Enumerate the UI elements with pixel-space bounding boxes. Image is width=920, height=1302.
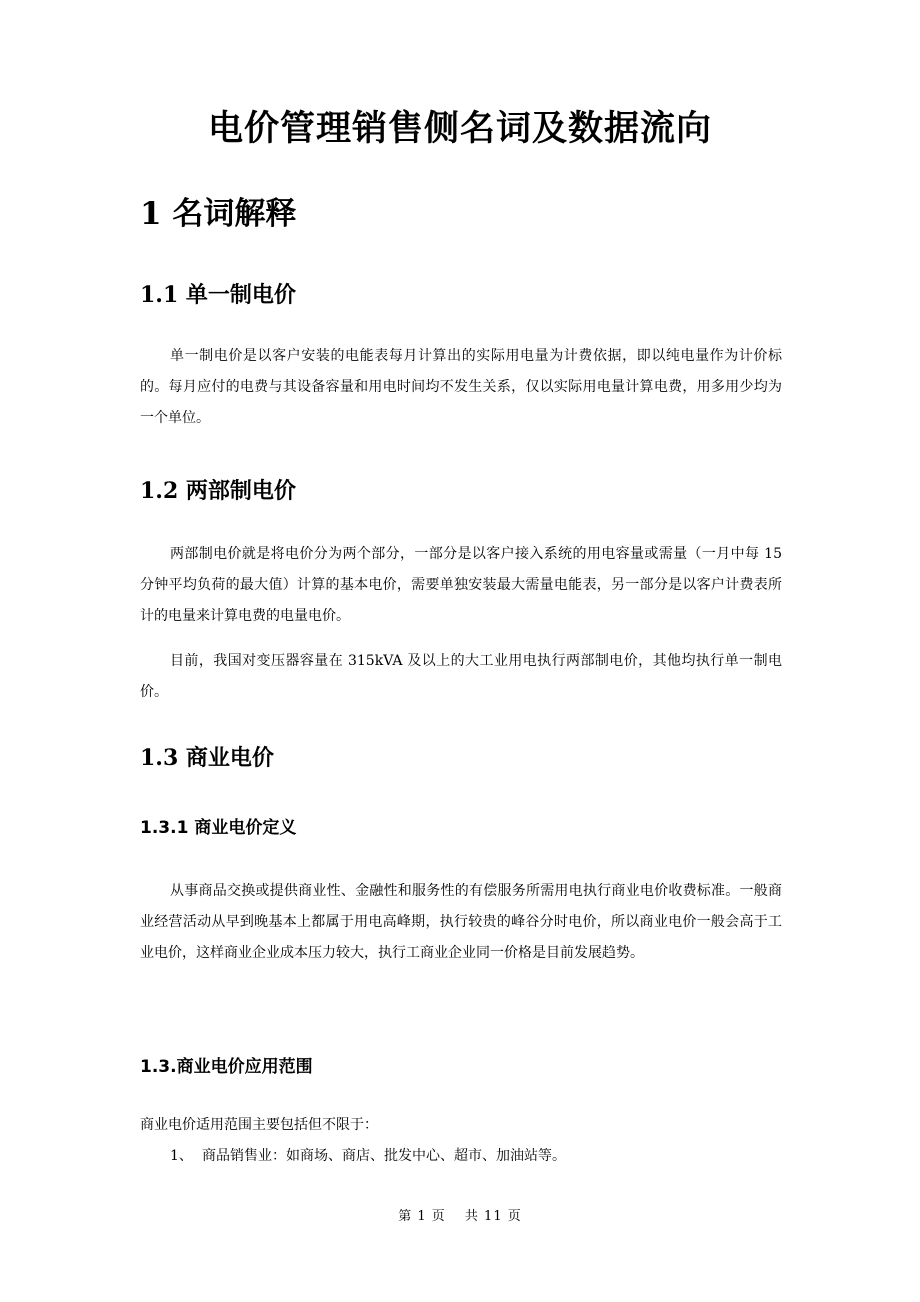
document-title: 电价管理销售侧名词及数据流向 (207, 108, 712, 149)
section-1-3-heading: 1.3 商业电价 (140, 745, 274, 771)
section-1-3-2-heading: 1.3.商业电价应用范围 (140, 1057, 313, 1077)
section-1-2-paragraph-2: 目前，我国对变压器容量在 315kVA 及以上的大工业用电执行两部制电价，其他均执行单一制电价。 (140, 653, 782, 700)
list-item (170, 1141, 566, 1172)
section-1-3-2-intro: 商业电价适用范围主要包括但不限于： (140, 1117, 378, 1133)
section-1-heading: 1 名词解释 (140, 196, 297, 232)
list-item-text: 商品销售业：如商场、商店、批发中心、超市、加油站等。 (202, 1148, 566, 1164)
section-1-2-heading: 1.2 两部制电价 (140, 478, 296, 504)
section-1-3-1-heading: 1.3.1 商业电价定义 (140, 818, 297, 838)
section-1-1-heading: 1.1 单一制电价 (140, 282, 296, 308)
list-item-number: 1、 (170, 1148, 193, 1164)
page-footer: 第 1 页 共 11 页 (398, 1209, 522, 1224)
section-1-3-1-paragraph: 从事商品交换或提供商业性、金融性和服务性的有偿服务所需用电执行商业电价收费标准。一般商业经营活动从早到晚基本上都属于用电高峰期，执行较贵的峰谷分时电价，所以商业电价一般会高于工业电价，这样商业企业成本压力较大，执行工商业企业同一价格是目前发展趋势。 (140, 883, 782, 961)
section-1-1-paragraph: 单一制电价是以客户安装的电能表每月计算出的实际用电量为计费依据，即以纯电量作为计价标的。每月应付的电费与其设备容量和用电时间均不发生关系，仅以实际用电量计算电费，用多用少均为一个单位。 (140, 348, 782, 426)
section-1-2-paragraph-1: 两部制电价就是将电价分为两个部分，一部分是以客户接入系统的用电容量或需量（一月中每 15 分钟平均负荷的最大值）计算的基本电价，需要单独安装最大需量电能表，另一部分是以客户计费表所计的电量来计算电费的电量电价。 (140, 546, 782, 624)
